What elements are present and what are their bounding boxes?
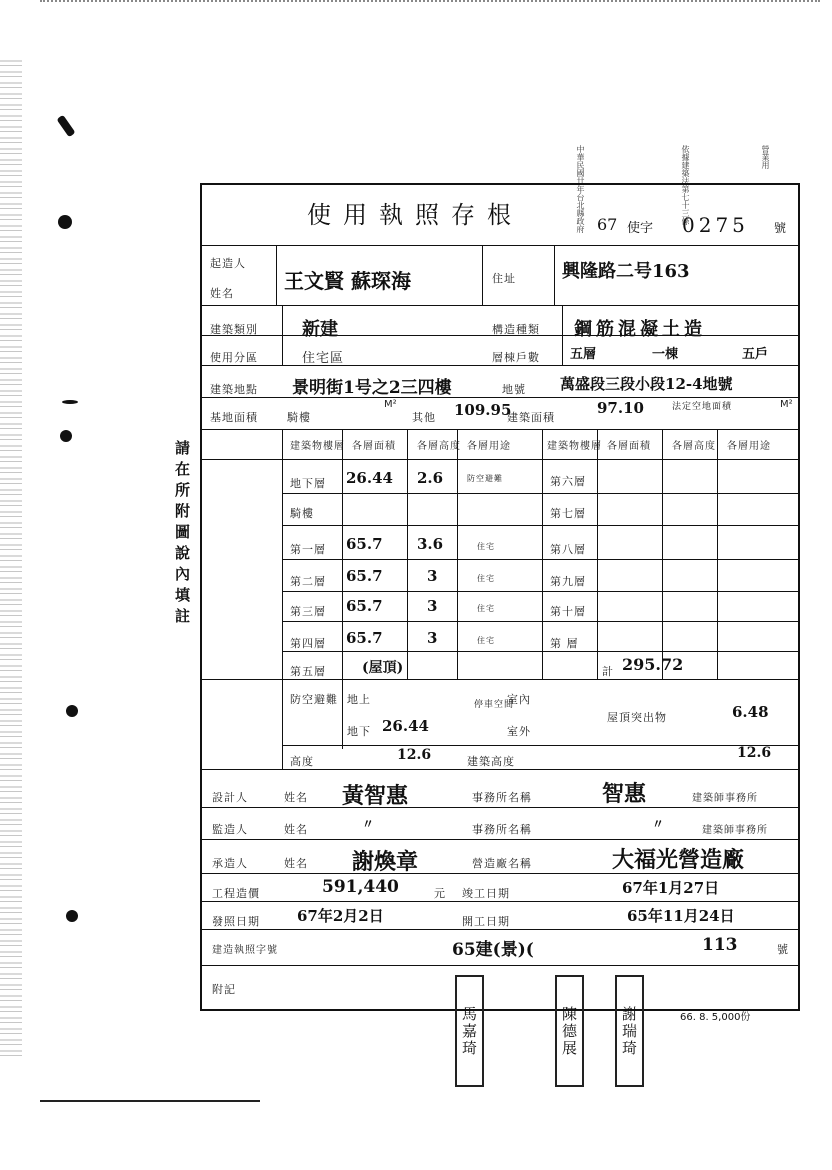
floor-4-area: 65.7 bbox=[346, 629, 383, 647]
designer-name: 黃智惠 bbox=[342, 783, 409, 809]
supervisor-office: 〃 bbox=[652, 817, 665, 831]
header-note: 中華民國廿年台北縣政府 bbox=[576, 145, 585, 233]
parking-indoor: 室內 bbox=[507, 693, 531, 706]
cost-label: 工程造價 bbox=[212, 887, 260, 900]
scan-top-artifact bbox=[40, 0, 820, 6]
contractor-firm: 大福光營造廠 bbox=[612, 847, 745, 873]
coverage-label: 建築面積 bbox=[507, 411, 555, 424]
floor-row-9: 第九層 bbox=[550, 575, 586, 588]
floor-row-blank: 第 層 bbox=[550, 637, 579, 650]
col-header-height-r: 各層高度 bbox=[672, 441, 716, 452]
serial-prefix: 67 bbox=[597, 215, 618, 234]
total-area: 295.72 bbox=[622, 655, 684, 674]
floor-b1-area: 26.44 bbox=[346, 469, 393, 487]
permit-label: 建造執照字號 bbox=[212, 945, 278, 956]
lot-value: 萬盛段三段小段12-4地號 bbox=[560, 375, 733, 393]
contractor-firm-label: 營造廠名稱 bbox=[472, 857, 532, 870]
address-label: 住址 bbox=[492, 272, 516, 285]
shelter-above: 地上 bbox=[347, 693, 371, 706]
cost-value: 591,440 bbox=[322, 877, 399, 897]
contractor-name: 謝煥章 bbox=[352, 849, 419, 875]
permit-number: 113 bbox=[702, 935, 738, 955]
serial-suffix: 號 bbox=[774, 221, 787, 235]
margin-mark bbox=[66, 910, 78, 922]
permit-form: 使用執照存根 67 使字 0275 號 起造人 姓名 王文賢 蘇琛海 住址 興隆路二号163 建築類別 新建 構造種類 鋼筋混凝土造 使用分區 住宅區 層棟戶數 五層 一棟 五戶 建築地點 景明街1号之2三四樓 地號 萬盛段三段小段12-4地號 基地面積 騎樓 M² 其他 109.95 建築面積 97.10 法定空地面積 M² 建築物樓層 各層面積 各層高度 各層用途 建築物樓層 各層面積 各層高度 各層用途 地下層 26.44 2.6 防空避難 騎樓 第一層 65.7 3.6 住宅 第二層 65.7 3 住宅 第三層 65.7 3 住宅 第四層 65.7 3 住宅 第五層 (屋頂) 第六層 第七層 第八層 第九層 第十層 第 層 計 295.72 防空避難 地上 地下 26.44 停車空間 室內 室外 屋頂突出物 6.48 高度 12.6 建築高度 12.6 設計人 姓名 黃智惠 事務所名稱 智惠 建築師事務所 監造人 姓名 〃 事務所名稱 〃 建築師事務所 承造人 姓名 謝煥章 營造廠名稱 大福光營造廠 工程造價 591,440 元 竣工日期 67年1月27日 發照日期 67年2月2日 開工日期 65年11月24日 建造執照字號 65建(景)( 113 號 附記 bbox=[200, 183, 800, 1011]
floor-1-area: 65.7 bbox=[346, 535, 383, 553]
structure-value: 鋼筋混凝土造 bbox=[574, 319, 706, 340]
floors-value: 五層 bbox=[570, 347, 597, 362]
arcade-label: 騎樓 bbox=[287, 411, 311, 424]
floor-row-arcade: 騎樓 bbox=[290, 507, 314, 520]
serial-number: 0275 bbox=[682, 213, 749, 237]
shelter-below: 地下 bbox=[347, 725, 371, 738]
roof-value: 6.48 bbox=[732, 703, 769, 721]
header-note: 依據建築法第七十三條 bbox=[681, 145, 690, 225]
cost-unit: 元 bbox=[434, 887, 446, 900]
start-label: 開工日期 bbox=[462, 915, 510, 928]
height-value: 12.6 bbox=[397, 747, 432, 763]
serial-label: 使字 bbox=[627, 221, 654, 236]
start-date: 65年11月24日 bbox=[627, 907, 735, 925]
col-header-floor: 建築物樓層 bbox=[290, 441, 345, 452]
col-header-height: 各層高度 bbox=[417, 441, 461, 452]
designer-office-label: 事務所名稱 bbox=[472, 791, 532, 804]
margin-mark bbox=[56, 115, 75, 138]
margin-mark bbox=[60, 430, 72, 442]
floor-row-6: 第六層 bbox=[550, 475, 586, 488]
designer-label: 設計人 bbox=[212, 791, 248, 804]
floor-row-7: 第七層 bbox=[550, 507, 586, 520]
col-header-floor-r: 建築物樓層 bbox=[547, 441, 602, 452]
floor-1-use: 住宅 bbox=[477, 542, 495, 551]
location-street: 景明街1号之2三四樓 bbox=[292, 378, 452, 398]
col-header-use: 各層用途 bbox=[467, 441, 511, 452]
coverage-value: 97.10 bbox=[597, 399, 644, 417]
contractor-name-label: 姓名 bbox=[284, 857, 308, 870]
floor-row-8: 第八層 bbox=[550, 543, 586, 556]
usage-value: 住宅區 bbox=[302, 351, 345, 366]
site-total-label: 其他 bbox=[412, 411, 436, 424]
col-header-area: 各層面積 bbox=[352, 441, 396, 452]
buildings-value: 一棟 bbox=[652, 347, 679, 362]
owner-name: 王文賢 蘇琛海 bbox=[284, 269, 411, 293]
shelter-below-value: 26.44 bbox=[382, 717, 429, 735]
floor-2-use: 住宅 bbox=[477, 574, 495, 583]
designer-office-suffix: 建築師事務所 bbox=[692, 793, 758, 804]
supervisor-label: 監造人 bbox=[212, 823, 248, 836]
permit-suffix: 號 bbox=[777, 943, 789, 956]
margin-mark bbox=[62, 400, 78, 404]
building-type-label: 建築類別 bbox=[210, 323, 258, 336]
parking-label: 停車空間 bbox=[474, 700, 515, 710]
floor-3-area: 65.7 bbox=[346, 597, 383, 615]
floor-3-use: 住宅 bbox=[477, 604, 495, 613]
print-note: 66. 8. 5,000份 bbox=[680, 1012, 751, 1023]
col-header-area-r: 各層面積 bbox=[607, 441, 651, 452]
supervisor-office-label: 事務所名稱 bbox=[472, 823, 532, 836]
height-label: 高度 bbox=[290, 755, 314, 768]
building-height-value: 12.6 bbox=[737, 745, 772, 761]
owner-name-label: 姓名 bbox=[210, 287, 234, 300]
margin-mark bbox=[58, 215, 72, 229]
col-header-use-r: 各層用途 bbox=[727, 441, 771, 452]
households-value: 五戶 bbox=[742, 347, 769, 362]
remarks-label: 附記 bbox=[212, 983, 236, 996]
building-type-value: 新建 bbox=[302, 319, 338, 340]
margin-mark bbox=[66, 705, 78, 717]
building-height-label: 建築高度 bbox=[467, 755, 515, 768]
official-stamp: 陳德展 bbox=[555, 975, 584, 1087]
location-label: 建築地點 bbox=[210, 383, 258, 396]
completion-date: 67年1月27日 bbox=[622, 879, 720, 897]
legal-label: 法定空地面積 bbox=[672, 402, 733, 412]
margin-note: 請在所附圖說內填註 bbox=[173, 440, 191, 629]
designer-name-label: 姓名 bbox=[284, 791, 308, 804]
lot-label: 地號 bbox=[502, 383, 526, 396]
official-stamp: 馬嘉琦 bbox=[455, 975, 484, 1087]
parking-outdoor: 室外 bbox=[507, 725, 531, 738]
supervisor-office-suffix: 建築師事務所 bbox=[702, 825, 768, 836]
floor-5-area: (屋頂) bbox=[362, 660, 404, 676]
issue-label: 發照日期 bbox=[212, 915, 260, 928]
completion-label: 竣工日期 bbox=[462, 887, 510, 900]
floor-row-5: 第五層 bbox=[290, 665, 326, 678]
floor-2-height: 3 bbox=[427, 567, 438, 585]
designer-office: 智惠 bbox=[602, 781, 647, 807]
owner-label: 起造人 bbox=[210, 257, 246, 270]
floor-2-area: 65.7 bbox=[346, 567, 383, 585]
floor-3-height: 3 bbox=[427, 597, 438, 615]
total-label: 計 bbox=[602, 665, 614, 678]
form-title: 使用執照存根 bbox=[307, 201, 523, 229]
floor-4-height: 3 bbox=[427, 629, 438, 647]
supervisor-name: 〃 bbox=[362, 817, 375, 831]
floor-row-2: 第二層 bbox=[290, 575, 326, 588]
usage-label: 使用分區 bbox=[210, 351, 258, 364]
permit-value: 65建(景)( bbox=[452, 940, 534, 960]
issue-date: 67年2月2日 bbox=[297, 907, 384, 925]
header-note: 營業用 bbox=[761, 145, 770, 169]
floor-4-use: 住宅 bbox=[477, 636, 495, 645]
shelter-label: 防空避難 bbox=[290, 693, 338, 706]
floor-row-3: 第三層 bbox=[290, 605, 326, 618]
floor-row-4: 第四層 bbox=[290, 637, 326, 650]
site-label: 基地面積 bbox=[210, 411, 258, 424]
floor-row-10: 第十層 bbox=[550, 605, 586, 618]
floor-row-1: 第一層 bbox=[290, 543, 326, 556]
floor-1-height: 3.6 bbox=[417, 535, 444, 553]
floor-row-b1: 地下層 bbox=[290, 477, 326, 490]
scan-edge-artifact bbox=[0, 60, 22, 1060]
floor-b1-use: 防空避難 bbox=[467, 474, 503, 483]
floor-b1-height: 2.6 bbox=[417, 469, 444, 487]
supervisor-name-label: 姓名 bbox=[284, 823, 308, 836]
roof-label: 屋頂突出物 bbox=[607, 711, 667, 724]
official-stamp: 謝瑞琦 bbox=[615, 975, 644, 1087]
site-total: 109.95 bbox=[454, 401, 512, 419]
structure-label: 構造種類 bbox=[492, 323, 540, 336]
bottom-rule bbox=[40, 1100, 260, 1102]
units-label: 層棟戶數 bbox=[492, 351, 540, 364]
contractor-label: 承造人 bbox=[212, 857, 248, 870]
owner-address: 興隆路二号163 bbox=[562, 261, 690, 282]
